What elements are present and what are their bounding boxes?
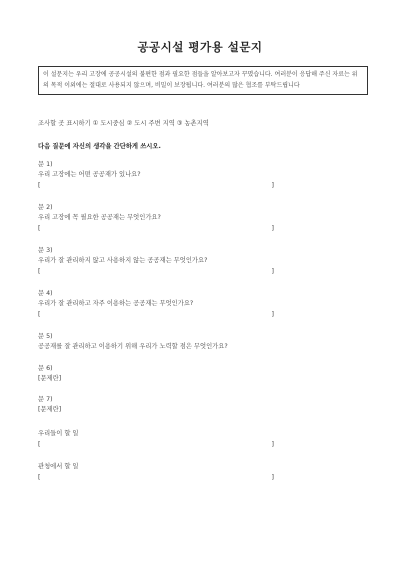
question-text: 우리 고장에 꼭 필요한 공공재는 무엇인가요? <box>38 214 161 221</box>
close-bracket: ] <box>271 182 274 189</box>
question-number: 문 1) <box>38 161 53 168</box>
intro-box: 이 설문지는 우리 고장에 공공시설의 불편한 점과 필요한 점들을 알아보고자 꾸몄습니다. 여러분이 응답해 주신 자료는 위의 목적 이외에는 절대로 사용되지 않으며, 비밀이 보장됩니다. 여러분의 많은 협조를 부탁드립니다 <box>38 66 368 95</box>
question-number: 문 4) <box>38 290 53 297</box>
answer-field[interactable] <box>38 223 274 234</box>
question-text: 우리 고장에는 어떤 공공재가 있나요? <box>38 171 141 178</box>
question-2 <box>38 203 274 234</box>
question-number: 문 5) <box>38 333 53 340</box>
answer-field[interactable] <box>38 439 274 450</box>
question-text: 우리가 잘 관리하지 않고 사용하지 않는 공공재는 무엇인가요? <box>38 257 208 264</box>
answer-field[interactable] <box>38 266 274 277</box>
question-number: 문 3) <box>38 247 53 254</box>
document-title: 공공시설 평가용 설문지 <box>137 40 263 54</box>
question-5 <box>38 332 274 352</box>
question-1 <box>38 160 274 191</box>
close-bracket: ] <box>271 474 274 481</box>
answer-field[interactable] <box>38 472 274 483</box>
close-bracket: ] <box>271 268 274 275</box>
question-3 <box>38 246 274 277</box>
question-4 <box>38 289 274 320</box>
task-label: 우리들이 할 일 <box>38 430 79 437</box>
our-task <box>38 429 274 450</box>
open-bracket: [ <box>38 225 41 232</box>
instruction-text: 다음 질문에 자신의 생각을 간단하게 쓰시오. <box>38 143 161 150</box>
question-text: 공공재를 잘 관리하고 이용하기 위해 우리가 노력할 점은 무엇인가요? <box>38 343 228 350</box>
open-bracket: [ <box>38 474 41 481</box>
question-number: 문 7) <box>38 396 53 403</box>
question-placeholder[interactable]: [문제란] <box>38 375 62 382</box>
open-bracket: [ <box>38 268 41 275</box>
question-6 <box>38 364 274 384</box>
open-bracket: [ <box>38 441 41 448</box>
question-number: 문 6) <box>38 365 53 372</box>
question-number: 문 2) <box>38 204 53 211</box>
close-bracket: ] <box>271 441 274 448</box>
close-bracket: ] <box>271 225 274 232</box>
question-7 <box>38 395 274 415</box>
task-label: 관청에서 할 일 <box>38 463 79 470</box>
government-task <box>38 462 274 483</box>
answer-field[interactable] <box>38 309 274 320</box>
open-bracket: [ <box>38 311 41 318</box>
question-text: 우리가 잘 관리하고 자주 이용하는 공공재는 무엇인가요? <box>38 300 194 307</box>
question-placeholder[interactable]: [문제란] <box>38 406 62 413</box>
open-bracket: [ <box>38 182 41 189</box>
close-bracket: ] <box>271 311 274 318</box>
answer-field[interactable] <box>38 180 274 191</box>
survey-location-line: 조사할 곳 표시하기 ① 도시중심 ② 도시 주변 지역 ③ 농촌지역 <box>38 120 209 127</box>
